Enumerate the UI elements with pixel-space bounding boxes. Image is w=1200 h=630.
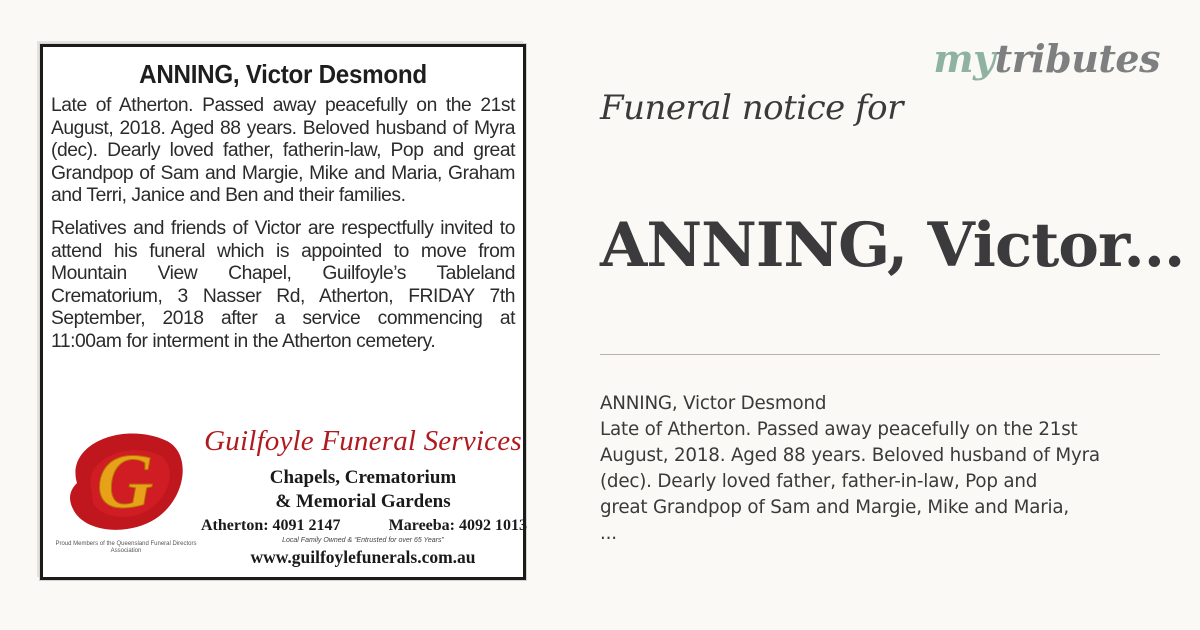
excerpt-line: Late of Atherton. Passed away peacefully on the 21st: [600, 419, 1078, 440]
excerpt-line: ANNING, Victor Desmond: [600, 393, 827, 414]
notice-paragraph-death: Late of Atherton. Passed away peacefully on the 21st August, 2018. Aged 88 years. Beloved husband of Myra (dec). Dearly loved father, fatherin-law, Pop and great Grandpop of Sam and Margie, Mike and Maria, Graham and Terri, Janice and Ben and their families.: [51, 95, 515, 207]
notice-excerpt: [600, 391, 1160, 547]
mytributes-logo: [933, 36, 1160, 81]
excerpt-line: August, 2018. Aged 88 years. Beloved husband of Myra: [600, 445, 1100, 466]
excerpt-line: ...: [600, 523, 617, 544]
ad-line-gardens: & Memorial Gardens: [275, 491, 451, 512]
ad-brand-name: Guilfoyle Funeral Services: [204, 425, 522, 457]
guilfoyle-logo-icon: [55, 423, 195, 541]
brand-tributes: tributes: [994, 36, 1160, 81]
notice-title: ANNING, Victor Desmond: [139, 59, 427, 89]
divider: [600, 354, 1160, 355]
ad-association-tagline: Proud Members of the Queensland Funeral Directors Association: [55, 541, 197, 554]
brand-my: my: [933, 36, 995, 81]
notice-paragraph-funeral: Relatives and friends of Victor are respectfully invited to attend his funeral which is appointed to move from Mountain View Chapel, Guilfoyle’s Tableland Crematorium, 3 Nasser Rd, Atherton, FRIDAY 7th September, 2018 after a service commencing at 11:00am for interment in the Atherton cemetery.: [51, 217, 515, 352]
ad-website: www.guilfoylefunerals.com.au: [250, 547, 476, 567]
svg-text:G: G: [96, 437, 154, 524]
excerpt-line: (dec). Dearly loved father, father-in-law, Pop and: [600, 471, 1038, 492]
ad-line-chapels: Chapels, Crematorium: [269, 467, 457, 488]
ad-phone-mareeba: Mareeba: 4092 1013: [388, 517, 527, 534]
ad-phone-numbers: [201, 517, 527, 535]
page-title: ANNING, Victor...: [600, 210, 1185, 281]
ad-small-print: Local Family Owned & “Entrusted for over 65 Years”: [282, 537, 444, 544]
funeral-services-ad: [51, 421, 527, 571]
page-subtitle: Funeral notice for: [600, 88, 903, 128]
excerpt-line: great Grandpop of Sam and Margie, Mike and Maria,: [600, 497, 1070, 518]
ad-phone-atherton: Atherton: 4091 2147: [201, 517, 341, 534]
funeral-notice-image: [40, 44, 526, 580]
